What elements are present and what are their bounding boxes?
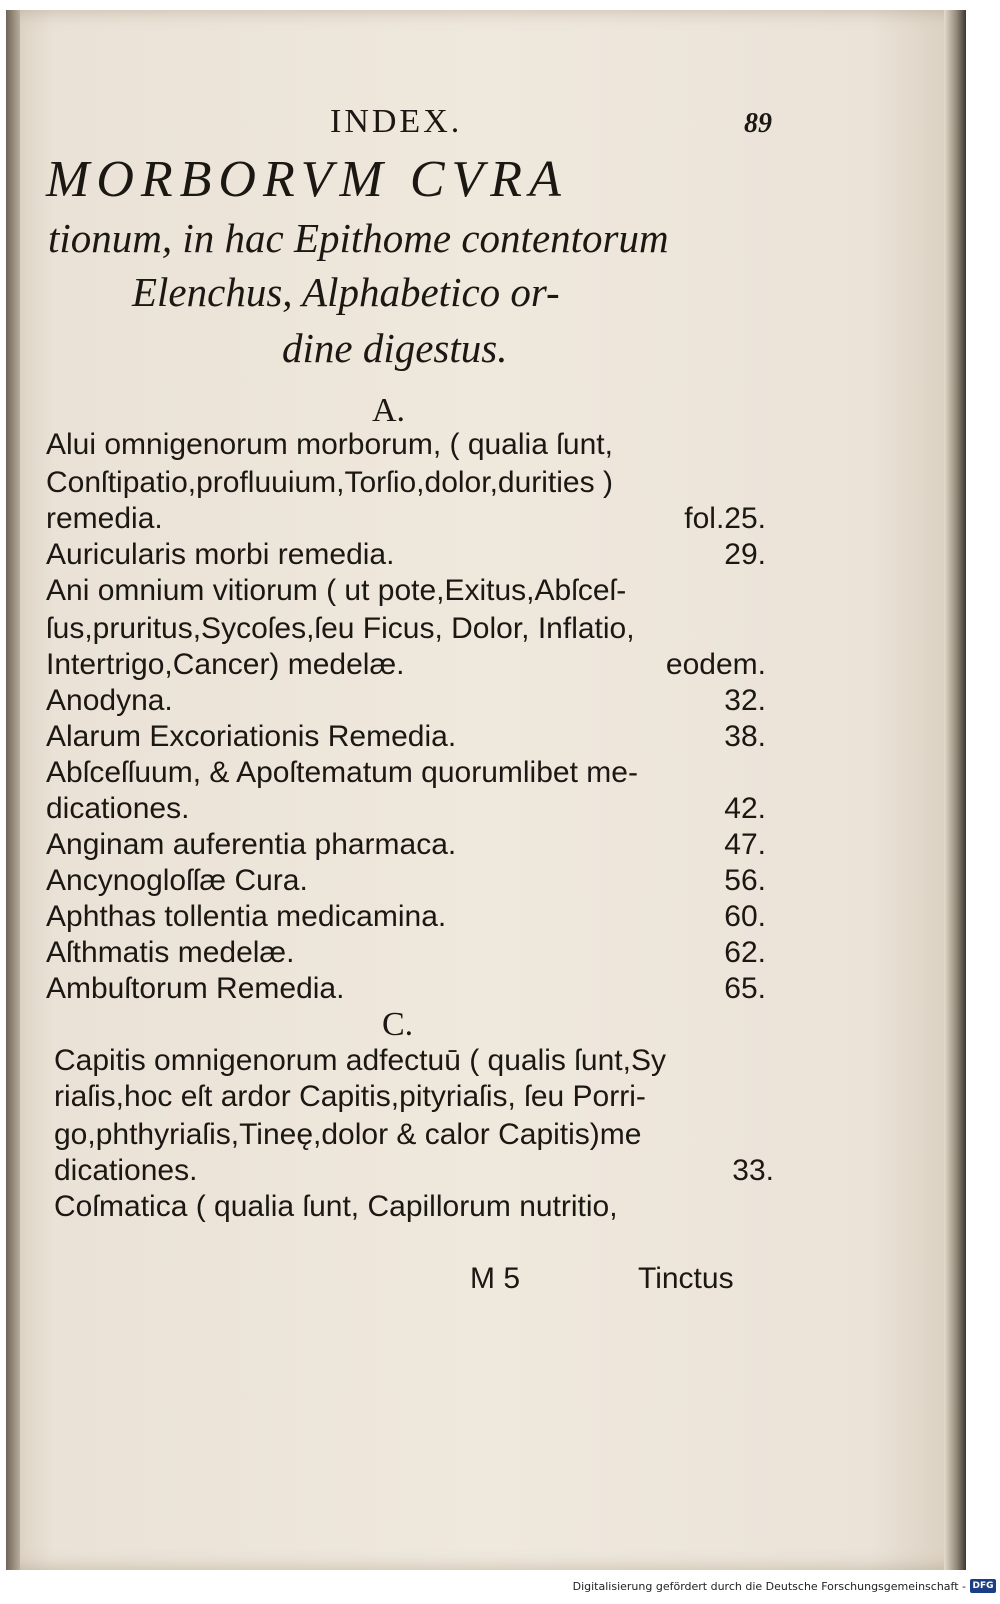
index-entry: ſus,pruritus,Sycoſes,ſeu Ficus, Dolor, Inflatio, bbox=[46, 612, 635, 645]
title-line-1: MORBORVM CVRA bbox=[46, 151, 568, 208]
title-line-3: Elenchus, Alphabetico or- bbox=[132, 269, 560, 315]
index-entry: Abſceſſuum, & Apoſtematum quorumlibet me- bbox=[46, 756, 638, 789]
title-line-4: dine digestus. bbox=[282, 325, 508, 371]
index-entry: Anginam auferentia pharmaca. 47. bbox=[46, 828, 766, 861]
running-title: INDEX. bbox=[330, 103, 463, 140]
section-letter-c: C. bbox=[382, 1006, 414, 1043]
index-entry: Alui omnigenorum morborum, ( qualia ſunt, bbox=[46, 428, 613, 461]
index-entry: Ambuſtorum Remedia. 65. bbox=[46, 972, 766, 1005]
index-entry: Anodyna. 32. bbox=[46, 684, 766, 717]
index-entry: Intertrigo,Cancer) medelæ. eodem. bbox=[46, 648, 766, 681]
index-entry: Coſmatica ( qualia ſunt, Capillorum nutritio, bbox=[54, 1190, 618, 1223]
index-entry: remedia. fol.25. bbox=[46, 502, 766, 535]
folio-number: 89 bbox=[744, 108, 772, 139]
index-entry: Auricularis morbi remedia. 29. bbox=[46, 538, 766, 571]
index-entry: Alarum Excoriationis Remedia. 38. bbox=[46, 720, 766, 753]
index-entry: Conſtipatio,profluuium,Torſio,dolor,durities ) bbox=[46, 466, 613, 499]
digitization-footer bbox=[0, 1574, 1000, 1604]
index-entry: Aphthas tollentia medicamina. 60. bbox=[46, 900, 766, 933]
page-spine bbox=[6, 10, 20, 1570]
index-entry: Aſthmatis medelæ. 62. bbox=[46, 936, 766, 969]
index-entry: riaſis,hoc eſt ardor Capitis,pityriaſis, ſeu Porri- bbox=[54, 1080, 646, 1113]
index-entry: Ancynogloſſæ Cura. 56. bbox=[46, 864, 766, 897]
index-entry: go,phthyriaſis,Tineę,dolor & calor Capitis)me bbox=[54, 1118, 642, 1151]
footer-credit: Digitalisierung gefördert durch die Deutsche Forschungsgemeinschaft - bbox=[572, 1580, 966, 1593]
index-entry: Ani omnium vitiorum ( ut pote,Exitus,Abſceſ- bbox=[46, 574, 627, 607]
page-edge bbox=[944, 10, 966, 1570]
section-letter-a: A. bbox=[372, 392, 406, 429]
signature-mark: M 5 bbox=[470, 1262, 521, 1295]
title-line-2: tionum, in hac Epithome contentorum bbox=[48, 215, 669, 261]
catchword: Tinctus bbox=[638, 1262, 734, 1295]
index-entry: dicationes. 42. bbox=[46, 792, 766, 825]
index-entry: Capitis omnigenorum adfectuū ( qualis ſunt,Sy bbox=[54, 1044, 666, 1077]
index-entry: dicationes. 33. bbox=[54, 1154, 774, 1187]
dfg-logo-icon: DFG bbox=[970, 1579, 996, 1593]
